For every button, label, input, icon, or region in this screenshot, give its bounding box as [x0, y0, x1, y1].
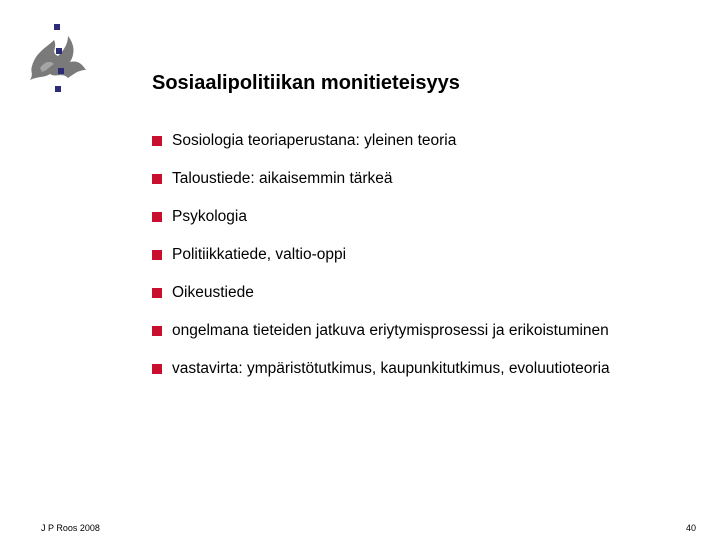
bullet-text: Politiikkatiede, valtio-oppi — [172, 245, 347, 263]
bullet-text: Taloustiede: aikaisemmin tärkeä — [172, 169, 393, 187]
square-bullet-icon — [152, 212, 162, 222]
bullet-text: Oikeustiede — [172, 283, 254, 301]
square-bullet-icon — [152, 136, 162, 146]
square-bullet-icon — [152, 174, 162, 184]
square-bullet-icon — [152, 364, 162, 374]
bullet-text: vastavirta: ympäristötutkimus, kaupunkitutkimus, evoluutioteoria — [172, 359, 610, 377]
list-item — [152, 131, 610, 150]
university-logo-icon — [24, 22, 90, 96]
square-bullet-icon — [152, 250, 162, 260]
page-number: 40 — [685, 523, 696, 533]
bullet-text: Sosiologia teoriaperustana: yleinen teoria — [172, 131, 457, 149]
list-item — [152, 321, 610, 340]
bullet-list — [152, 131, 610, 397]
list-item — [152, 169, 610, 188]
square-bullet-icon — [152, 326, 162, 336]
footer-author: J P Roos 2008 — [41, 523, 100, 533]
square-bullet-icon — [152, 288, 162, 298]
list-item — [152, 359, 610, 378]
slide-title: Sosiaalipolitiikan monitieteisyys — [152, 72, 460, 94]
list-item — [152, 245, 610, 264]
bullet-text: Psykologia — [172, 207, 247, 225]
bullet-text: ongelmana tieteiden jatkuva eriytymisprosessi ja erikoistuminen — [172, 321, 609, 339]
list-item — [152, 207, 610, 226]
list-item — [152, 283, 610, 302]
